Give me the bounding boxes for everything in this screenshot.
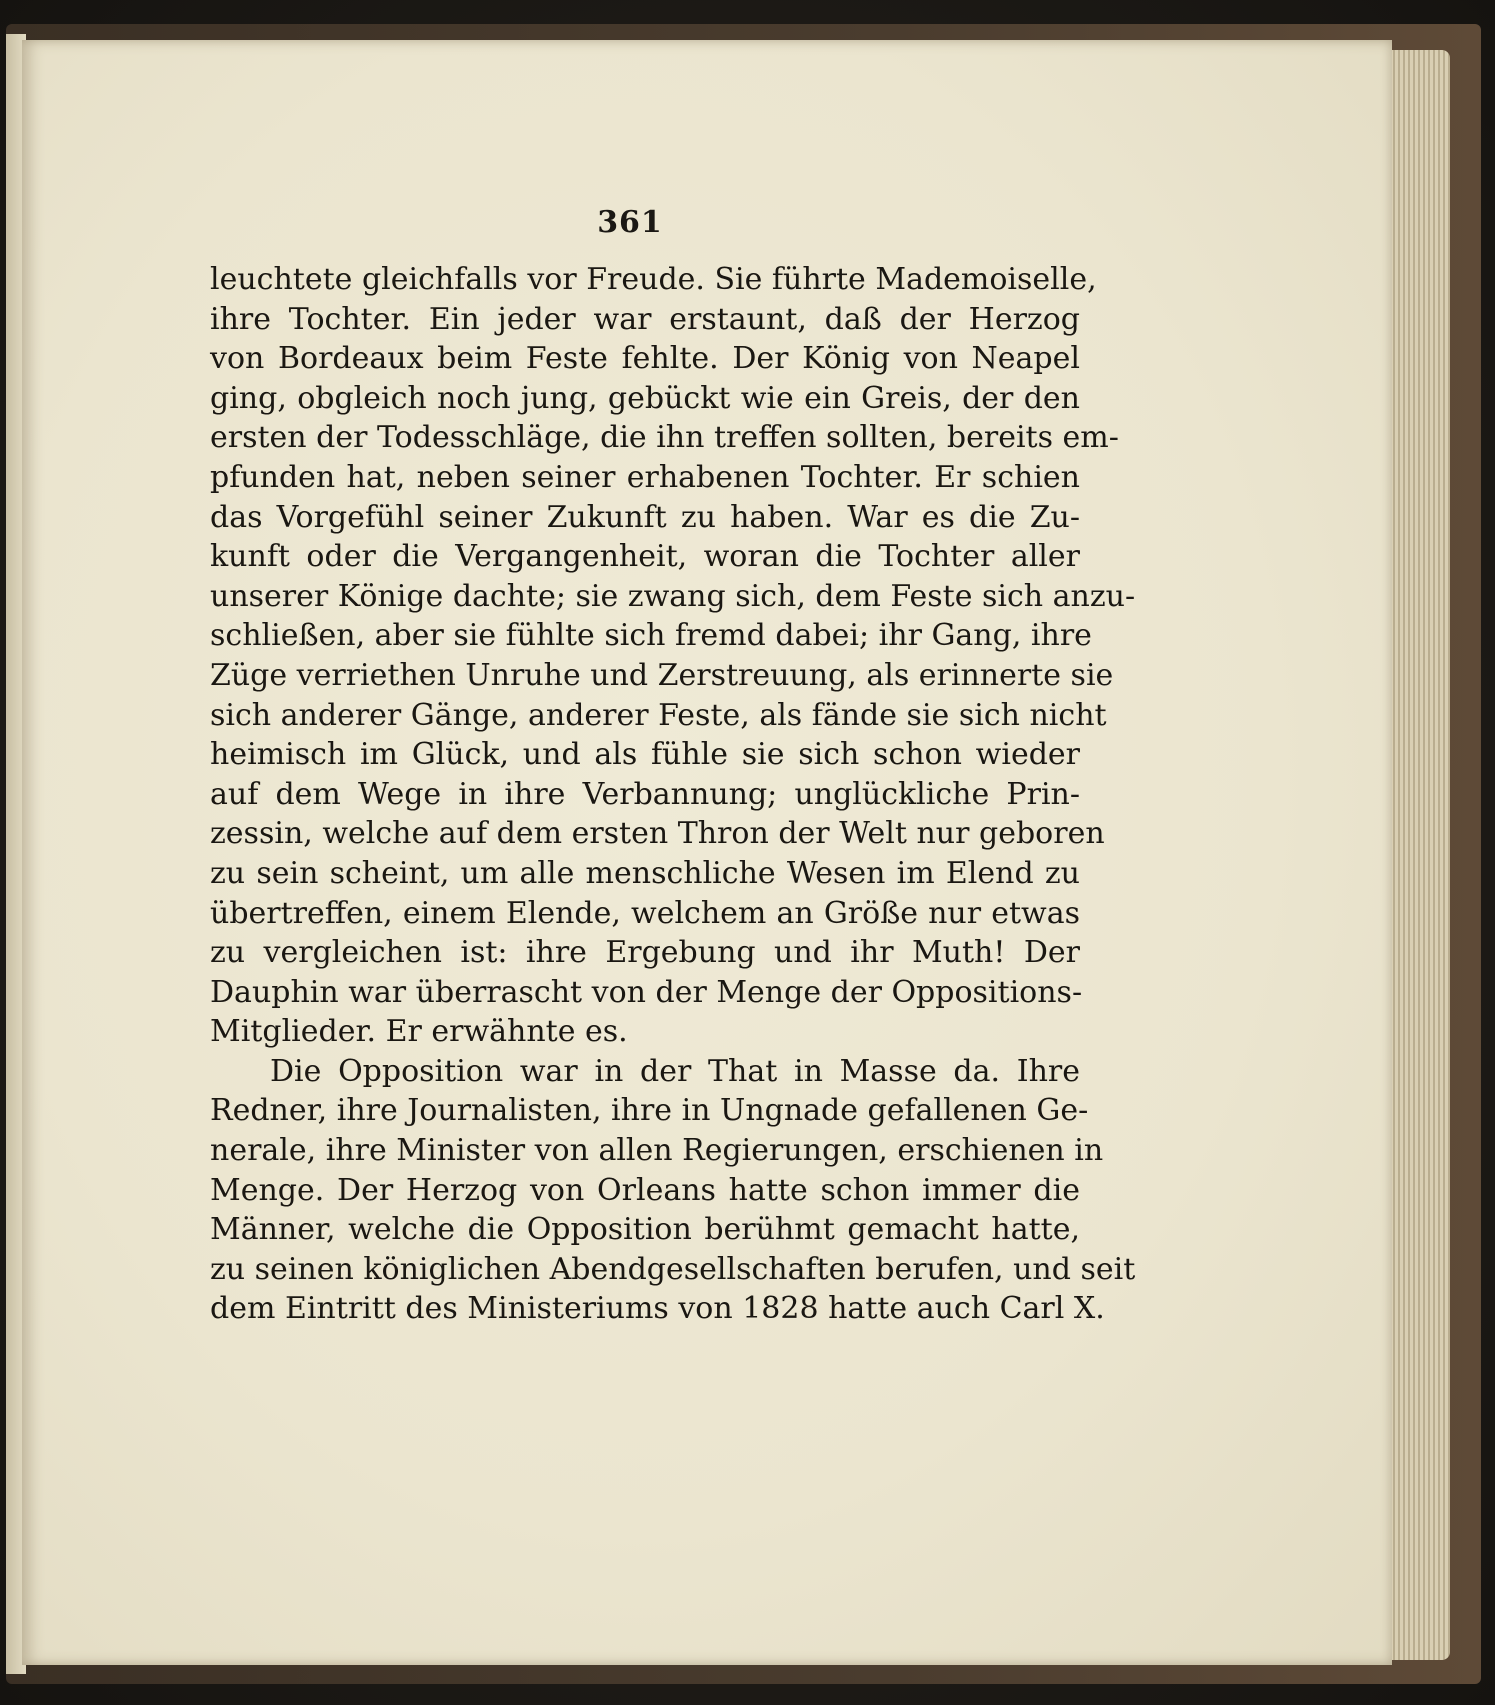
text-line: übertreffen, einem Elende, welchem an Größe nur etwas <box>210 895 1080 931</box>
body-text <box>210 260 1136 1329</box>
text-line: zu seinen königlichen Abendgesellschaften berufen, und seit <box>210 1251 1136 1287</box>
text-line: das Vorgefühl seiner Zukunft zu haben. War es die Zu- <box>210 499 1080 535</box>
text-line: ersten der Todesschläge, die ihn treffen sollten, bereits em- <box>210 420 1119 456</box>
text-line: ihre Tochter. Ein jeder war erstaunt, daß der Herzog <box>210 301 1080 337</box>
text-line: dem Eintritt des Ministeriums von 1828 hatte auch Carl X. <box>210 1291 1105 1327</box>
text-line-paragraph-start: Die Opposition war in der That in Masse da. Ihre <box>270 1053 1080 1089</box>
text-line: pfunden hat, neben seiner erhabenen Tochter. Er schien <box>210 459 1080 495</box>
text-line-paragraph-end: Mitglieder. Er erwähnte es. <box>210 1014 628 1050</box>
text-line: zessin, welche auf dem ersten Thron der Welt nur geboren <box>210 816 1105 852</box>
text-line: sich anderer Gänge, anderer Feste, als fände sie sich nicht <box>210 697 1107 733</box>
text-line: zu vergleichen ist: ihre Ergebung und ihr Muth! Der <box>210 935 1080 971</box>
text-line: schließen, aber sie fühlte sich fremd dabei; ihr Gang, ihre <box>210 618 1092 654</box>
text-line: Redner, ihre Journalisten, ihre in Ungnade gefallenen Ge- <box>210 1093 1089 1129</box>
text-line: Züge verriethen Unruhe und Zerstreuung, als erinnerte sie <box>210 657 1114 693</box>
text-line: kunft oder die Vergangenheit, woran die Tochter aller <box>210 539 1080 575</box>
text-line: Dauphin war überrascht von der Menge der Oppositions- <box>210 974 1083 1010</box>
page-number: 361 <box>597 205 663 240</box>
text-line: unserer Könige dachte; sie zwang sich, dem Feste sich anzu- <box>210 578 1136 614</box>
text-line: Männer, welche die Opposition berühmt gemacht hatte, <box>210 1212 1080 1248</box>
text-line: zu sein scheint, um alle menschliche Wesen im Elend zu <box>210 855 1080 891</box>
text-line: leuchtete gleichfalls vor Freude. Sie führte Mademoiselle, <box>210 262 1097 297</box>
text-line: nerale, ihre Minister von allen Regierungen, erschienen in <box>210 1133 1104 1169</box>
text-line: Menge. Der Herzog von Orleans hatte schon immer die <box>210 1172 1080 1208</box>
text-line: ging, obgleich noch jung, gebückt wie ein Greis, der den <box>210 380 1080 416</box>
text-line: auf dem Wege in ihre Verbannung; unglückliche Prin- <box>210 776 1080 812</box>
text-line: von Bordeaux beim Feste fehlte. Der König von Neapel <box>210 341 1080 377</box>
text-line: heimisch im Glück, und als fühle sie sich schon wieder <box>210 737 1080 773</box>
